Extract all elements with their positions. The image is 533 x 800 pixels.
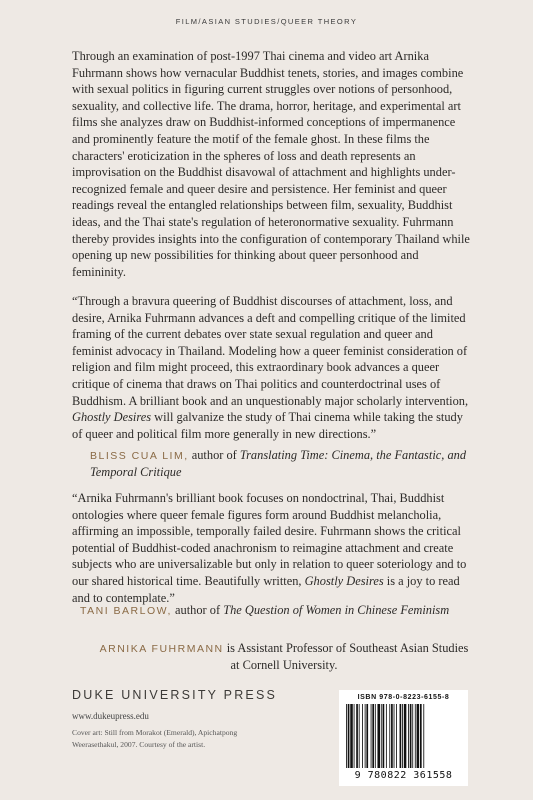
endorser-prefix: author of xyxy=(175,603,224,617)
publisher-name: DUKE UNIVERSITY PRESS xyxy=(72,688,278,702)
barcode-bar xyxy=(396,704,397,768)
author-bio xyxy=(94,640,474,674)
barcode-bar xyxy=(354,704,355,768)
barcode-bar xyxy=(386,704,387,768)
barcode-bar xyxy=(383,704,385,768)
barcode-bar xyxy=(371,704,372,768)
barcode-bar xyxy=(366,704,368,768)
barcode-bar xyxy=(372,704,374,768)
barcode-bar xyxy=(359,704,360,768)
quote-text: is a joy to read and to contemplate.” xyxy=(72,573,460,605)
endorsement-quote xyxy=(72,490,470,606)
barcode-bar xyxy=(420,704,422,768)
barcode-bar xyxy=(356,704,358,768)
barcode-bar xyxy=(415,704,416,768)
book-description: Through an examination of post-1997 Thai cinema and video art Arnika Fuhrmann shows how vernacular Buddhist tenets, stories, and images combine with sexual politics in figuring current struggles over notions of personhood, sexuality, and collective life. The drama, horror, heritage, and experimental art films she analyzes draw on Buddhist-informed conceptions of impermanence and prominently feature the motif of the female ghost. In these films the characters' eroticization in the spheres of loss and death represents an improvisation on the Buddhist disavowal of attachment and highlights under-recognized female and queer desire and persistence. Her feminist and queer readings reveal the entangled relationships between film, sexuality, Buddhist ideas, and the Thai state's regulation of heteronormative sexuality. Fuhrmann thereby provides insights into the configuration of contemporary Thailand while opening up new possibilities for thinking about queer personhood and femininity. xyxy=(72,49,470,279)
endorser-name: TANI BARLOW, xyxy=(80,605,172,617)
endorsement-attribution xyxy=(80,602,470,619)
barcode-bar xyxy=(362,704,363,768)
quote-book-title: Ghostly Desires xyxy=(304,573,384,588)
barcode-bar xyxy=(412,704,413,768)
quote-text: “Arnika Fuhrmann's brilliant book focuses on nondoctrinal, Thai, Buddhist ontologies where queer female figures form around Buddhist melancholia, affirming an impossible, temporally failed desire. Fuhrmann shows the critical potential of Buddhist-coded anachronism to reimagine attachment and create subjects who are universalizable but only in relation to queer soteriology and to our shared historical time. Beautifully written, xyxy=(72,491,467,588)
barcode-area xyxy=(339,690,468,786)
author-name: ARNIKA FUHRMANN xyxy=(99,643,224,655)
barcode-bar xyxy=(375,704,376,768)
quote-book-title: Ghostly Desires xyxy=(72,410,152,425)
barcode-bar xyxy=(391,704,393,768)
barcode-bar xyxy=(381,704,382,768)
endorser-book: Translating Time: Cinema, the Fantastic, and Temporal Critique xyxy=(90,448,467,479)
category-label: FILM/ASIAN STUDIES/QUEER THEORY xyxy=(175,17,358,26)
barcode-bar xyxy=(348,704,350,768)
endorser-prefix: author of xyxy=(191,448,240,462)
endorser-book: The Question of Women in Chinese Feminism xyxy=(223,603,450,617)
quote-text: “Through a bravura queering of Buddhist discourses of attachment, loss, and desire, Arnika Fuhrmann advances a deft and compelling critique of the limited framing of the current debates over state sexual regulation and queer and feminist advocacy in Thailand. Modeling how a queer feminist consideration of religion and film might proceed, this extraordinary book advances a queer critique of cinema that draws on Thai politics and counterdoctrinal uses of Buddhism. A brilliant book and an unquestionably major scholarly intervention, xyxy=(72,294,469,408)
barcode-bar xyxy=(404,704,407,768)
barcode-bar xyxy=(410,704,412,768)
publisher-url: www.dukeupress.edu xyxy=(72,711,149,721)
barcode-bar xyxy=(346,704,347,768)
endorser-name: BLISS CUA LIM, xyxy=(90,450,189,462)
barcode-bar xyxy=(394,704,395,768)
barcode-bar xyxy=(350,704,353,768)
endorsement-attribution xyxy=(90,447,480,480)
endorsement-quote xyxy=(72,293,470,442)
barcode-bar xyxy=(389,704,390,768)
isbn-label: ISBN 978-0-8223-6155-8 xyxy=(357,694,450,701)
barcode-bar xyxy=(417,704,420,768)
barcode-bar xyxy=(423,704,424,768)
cover-credit: Cover art: Still from Morakot (Emerald), Apichatpong Weerasethakul, 2007. Courtesy of the artist. xyxy=(72,728,238,749)
quote-text: will galvanize the study of Thai cinema while taking the study of queer and political film more generally in new directions.” xyxy=(72,410,463,441)
barcode-bar xyxy=(365,704,366,768)
barcode-graphic xyxy=(345,704,462,770)
barcode-bar xyxy=(400,704,402,768)
barcode-bar xyxy=(377,704,380,768)
barcode-bar xyxy=(408,704,409,768)
barcode-number: 9 780822 361558 xyxy=(354,770,453,781)
barcode-bar xyxy=(402,704,403,768)
bio-text: is Assistant Professor of Southeast Asian Studies at Cornell University. xyxy=(223,641,469,673)
